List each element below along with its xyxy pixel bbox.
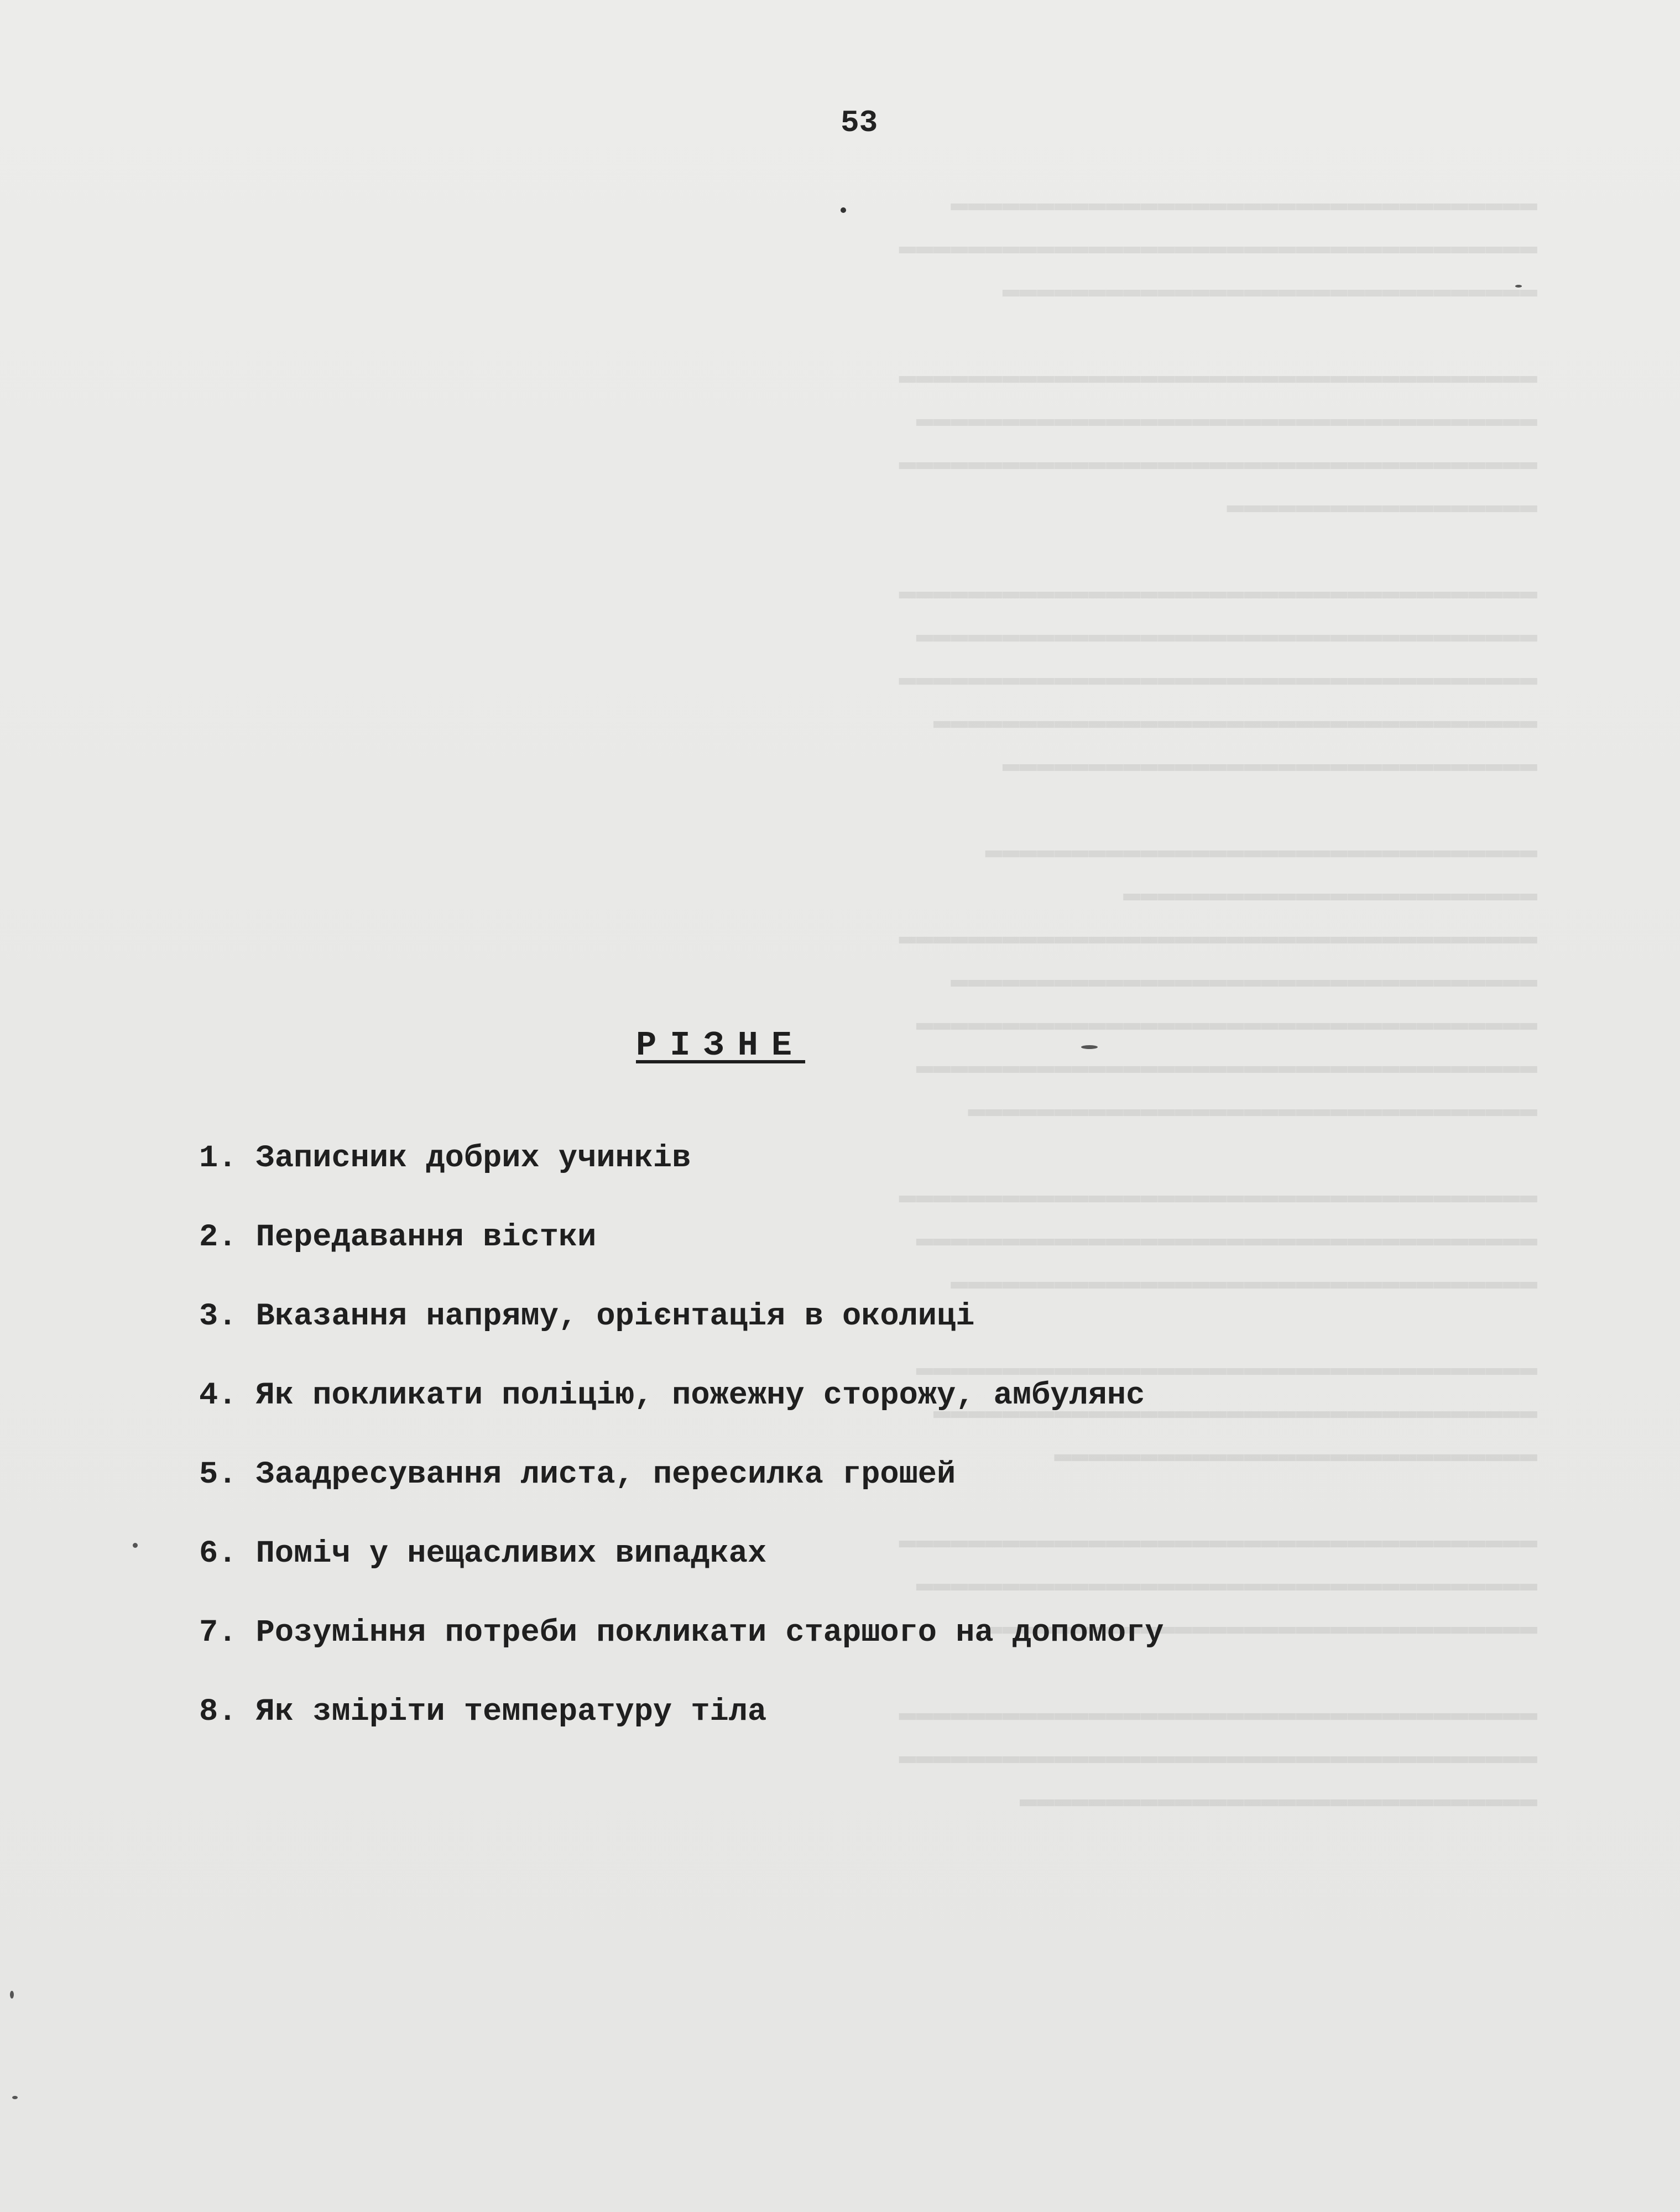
bleed-through-texture: ▬▬▬▬▬▬▬▬▬▬▬▬▬▬▬▬▬▬▬▬▬▬▬▬▬▬▬▬▬▬▬▬▬▬ ▬▬▬▬▬▬▬▬▬▬▬▬▬▬▬▬▬▬▬▬▬▬▬▬▬▬▬▬▬▬▬▬▬▬▬▬▬ ▬▬▬▬▬▬▬▬▬▬▬▬▬▬▬▬▬▬▬▬▬▬▬▬▬▬▬▬▬▬▬ ▬▬▬▬▬▬▬▬▬▬▬▬▬▬▬▬▬▬▬▬▬▬▬▬▬▬▬▬▬▬▬▬▬▬▬▬▬ ▬▬▬▬▬▬▬▬▬▬▬▬▬▬▬▬▬▬▬▬▬▬▬▬▬▬▬▬▬▬▬▬▬▬▬▬ ▬▬▬▬▬▬▬▬▬▬▬▬▬▬▬▬▬▬▬▬▬▬▬▬▬▬▬▬▬▬▬▬▬▬▬▬▬ ▬▬▬▬▬▬▬▬▬▬▬▬▬▬▬▬▬▬ ▬▬▬▬▬▬▬▬▬▬▬▬▬▬▬▬▬▬▬▬▬▬▬▬▬▬▬▬▬▬▬▬▬▬▬▬▬ ▬▬▬▬▬▬▬▬▬▬▬▬▬▬▬▬▬▬▬▬▬▬▬▬▬▬▬▬▬▬▬▬▬▬▬▬ ▬▬▬▬▬▬▬▬▬▬▬▬▬▬▬▬▬▬▬▬▬▬▬▬▬▬▬▬▬▬▬▬▬▬▬▬▬ ▬▬▬▬▬▬▬▬▬▬▬▬▬▬▬▬▬▬▬▬▬▬▬▬▬▬▬▬▬▬▬▬▬▬▬ ▬▬▬▬▬▬▬▬▬▬▬▬▬▬▬▬▬▬▬▬▬▬▬▬▬▬▬▬▬▬▬ ▬▬▬▬▬▬▬▬▬▬▬▬▬▬▬▬▬▬▬▬▬▬▬▬▬▬▬▬▬▬▬▬ ▬▬▬▬▬▬▬▬▬▬▬▬▬▬▬▬▬▬▬▬▬▬▬▬ ▬▬▬▬▬▬▬▬▬▬▬▬▬▬▬▬▬▬▬▬▬▬▬▬▬▬▬▬▬▬▬▬▬▬▬▬▬ ▬▬▬▬▬▬▬▬▬▬▬▬▬▬▬▬▬▬▬▬▬▬▬▬▬▬▬▬▬▬▬▬▬▬ ▬▬▬▬▬▬▬▬▬▬▬▬▬▬▬▬▬▬▬▬▬▬▬▬▬▬▬▬▬▬▬▬▬▬▬▬ ▬▬▬▬▬▬▬▬▬▬▬▬▬▬▬▬▬▬▬▬▬▬▬▬▬▬▬▬▬▬▬▬▬▬▬▬ ▬▬▬▬▬▬▬▬▬▬▬▬▬▬▬▬▬▬▬▬▬▬▬▬▬▬▬▬▬▬▬▬▬ ▬▬▬▬▬▬▬▬▬▬▬▬▬▬▬▬▬▬▬▬▬▬▬▬▬▬▬▬▬▬▬▬▬▬▬▬▬ ▬▬▬▬▬▬▬▬▬▬▬▬▬▬▬▬▬▬▬▬▬▬▬▬▬▬▬▬▬▬▬▬▬▬▬▬ ▬▬▬▬▬▬▬▬▬▬▬▬▬▬▬▬▬▬▬▬▬▬▬▬▬▬▬▬▬▬▬▬▬▬ ▬▬▬▬▬▬▬▬▬▬▬▬▬▬▬▬▬▬▬▬▬▬▬▬▬▬▬▬▬▬▬▬▬▬▬▬ ▬▬▬▬▬▬▬▬▬▬▬▬▬▬▬▬▬▬▬▬▬▬▬▬▬▬▬▬▬▬▬▬▬▬▬ ▬▬▬▬▬▬▬▬▬▬▬▬▬▬▬▬▬▬▬▬▬▬▬▬▬▬▬▬ ▬▬▬▬▬▬▬▬▬▬▬▬▬▬▬▬▬▬▬▬▬▬▬▬▬▬▬▬▬▬▬▬▬▬▬▬▬ ▬▬▬▬▬▬▬▬▬▬▬▬▬▬▬▬▬▬▬▬▬▬▬▬▬▬▬▬▬▬▬▬▬▬▬▬ ▬▬▬▬▬▬▬▬▬▬▬▬▬▬▬▬▬▬▬▬▬▬▬▬▬▬▬▬▬▬▬▬ ▬▬▬▬▬▬▬▬▬▬▬▬▬▬▬▬▬▬▬▬▬▬▬▬▬▬▬▬▬▬▬▬▬▬▬▬▬ ▬▬▬▬▬▬▬▬▬▬▬▬▬▬▬▬▬▬▬▬▬▬▬▬▬▬▬▬▬▬▬▬▬▬▬▬▬ ▬▬▬▬▬▬▬▬▬▬▬▬▬▬▬▬▬▬▬▬▬▬▬▬▬▬▬▬▬▬: [899, 187, 1537, 1816]
ink-speck: [1081, 1045, 1098, 1049]
topic-list: [199, 1136, 1526, 1769]
list-item: 6. Поміч у нещасливих випадках: [199, 1536, 767, 1572]
list-item: 7. Розуміння потреби покликати старшого на допомогу: [199, 1615, 1164, 1651]
list-item: 2. Передавання вістки: [199, 1220, 597, 1255]
ink-speck: [12, 2096, 18, 2099]
section-title: РІЗНЕ: [636, 1026, 806, 1065]
list-item: 4. Як покликати поліцію, пожежну сторожу, амбулянс: [199, 1378, 1145, 1413]
list-item: 1. Записник добрих учинків: [199, 1141, 691, 1176]
ink-speck: [10, 1991, 14, 1999]
list-item: 8. Як зміріти температуру тіла: [199, 1694, 767, 1730]
ink-dot: [841, 207, 846, 213]
list-item: 3. Вказання напряму, орієнтація в околиці: [199, 1299, 975, 1334]
list-item: 5. Заадресування листа, пересилка грошей: [199, 1457, 956, 1493]
ink-speck: [133, 1543, 138, 1548]
page-number: 53: [841, 105, 878, 140]
ink-speck: [1515, 285, 1522, 288]
